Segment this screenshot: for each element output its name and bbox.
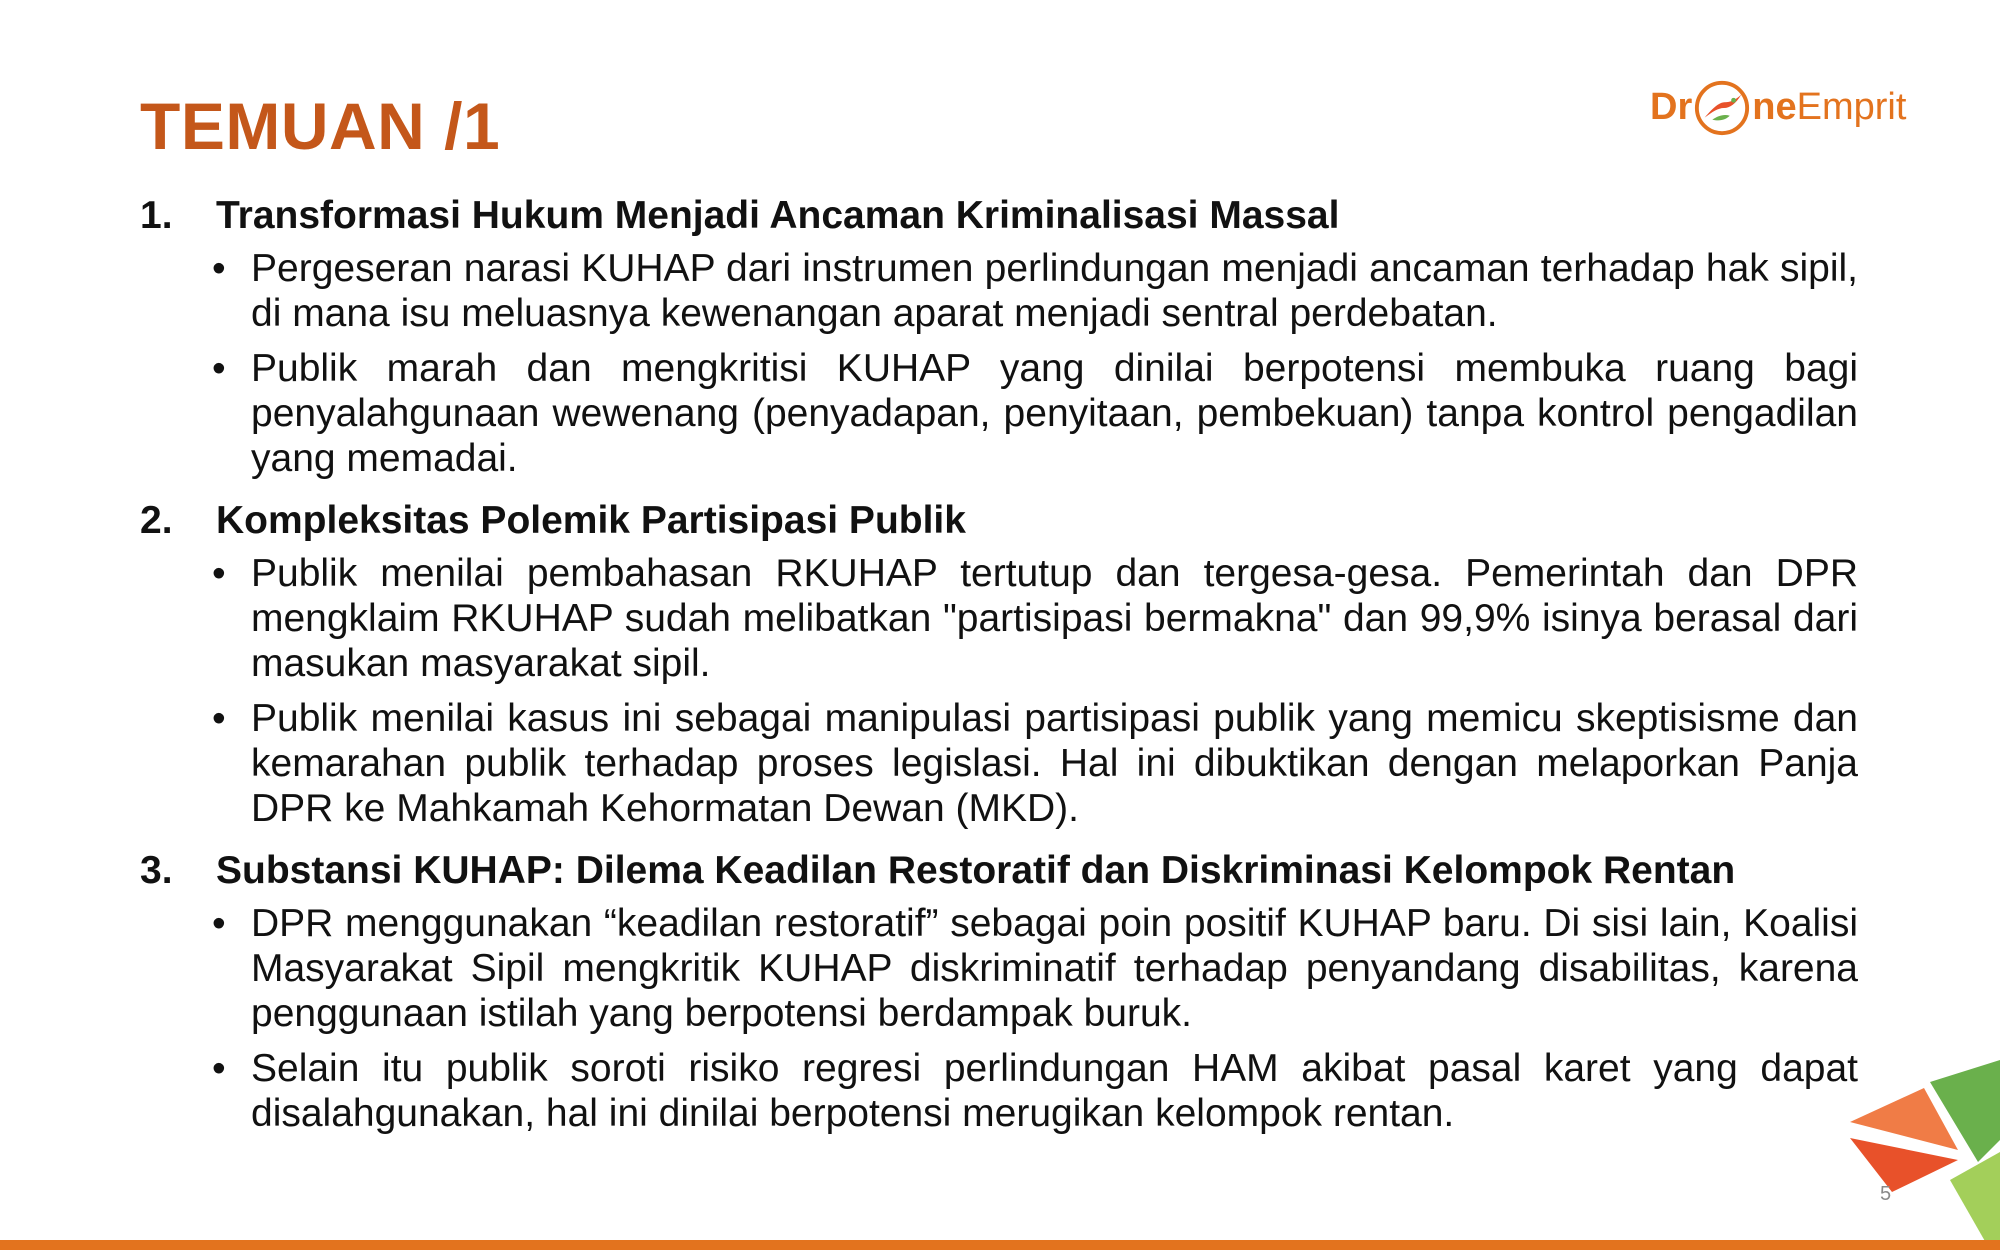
bullet-icon: • (212, 347, 226, 390)
section-title: Transformasi Hukum Menjadi Ancaman Kriminalisasi Massal (216, 194, 1340, 237)
logo-text-emprit: Emprit (1796, 86, 1907, 128)
section-heading (140, 497, 1860, 545)
drone-emprit-logo (1650, 70, 1920, 145)
bullet-list (140, 901, 1860, 1136)
bullet-item (212, 696, 1860, 831)
finding-section (140, 847, 1860, 1136)
bullet-text: DPR menggunakan “keadilan restoratif” sebagai poin positif KUHAP baru. Di sisi lain, Koalisi Masyarakat Sipil mengkritik KUHAP diskriminatif terhadap penyandang disabilitas, karena penggunaan istilah yang berpotensi berdampak buruk. (251, 902, 1858, 1035)
finding-section (140, 192, 1860, 481)
bullet-text: Publik menilai kasus ini sebagai manipulasi partisipasi publik yang memicu skeptisisme dan kemarahan publik terhadap proses legislasi. Hal ini dibuktikan dengan melaporkan Panja DPR ke Mahkamah Kehormatan Dewan (MKD). (251, 697, 1858, 830)
section-number: 2. (140, 499, 173, 542)
bullet-icon: • (212, 247, 226, 290)
bullet-text: Publik menilai pembahasan RKUHAP tertutup dan tergesa-gesa. Pemerintah dan DPR mengklaim RKUHAP sudah melibatkan "partisipasi bermakna" dan 99,9% isinya berasal dari masukan masyarakat sipil. (251, 552, 1858, 685)
bullet-list (140, 246, 1860, 481)
section-title: Substansi KUHAP: Dilema Keadilan Restoratif dan Diskriminasi Kelompok Rentan (216, 849, 1736, 892)
corner-decoration (1840, 1050, 2000, 1250)
section-heading (140, 192, 1860, 240)
page-number: 5 (1880, 1183, 1892, 1205)
bullet-icon: • (212, 697, 226, 740)
bullet-text: Pergeseran narasi KUHAP dari instrumen perlindungan menjadi ancaman terhadap hak sipil, di mana isu meluasnya kewenangan aparat menjadi sentral perdebatan. (251, 247, 1858, 335)
bullet-list (140, 551, 1860, 831)
logo-bird-icon (1693, 79, 1751, 137)
bullet-icon: • (212, 1047, 226, 1090)
section-title: Kompleksitas Polemik Partisipasi Publik (216, 499, 966, 542)
section-number: 1. (140, 194, 173, 237)
bullet-item (212, 346, 1860, 481)
logo-text-dr: Dr (1650, 86, 1693, 128)
bullet-item (212, 551, 1860, 686)
bullet-item (212, 246, 1860, 336)
bullet-icon: • (212, 552, 226, 595)
slide-title: TEMUAN /1 (140, 89, 501, 163)
findings-list (140, 192, 1860, 1152)
bullet-text: Publik marah dan mengkritisi KUHAP yang dinilai berpotensi membuka ruang bagi penyalahgunaan wewenang (penyadapan, penyitaan, pembekuan) tanpa kontrol pengadilan yang memadai. (251, 347, 1858, 480)
section-number: 3. (140, 849, 173, 892)
bottom-accent-bar (0, 1240, 2000, 1250)
bullet-text: Selain itu publik soroti risiko regresi perlindungan HAM akibat pasal karet yang dapat disalahgunakan, hal ini dinilai berpotensi merugikan kelompok rentan. (251, 1047, 1858, 1135)
bullet-item (212, 1046, 1860, 1136)
finding-section (140, 497, 1860, 831)
logo-text-ne: ne (1752, 86, 1797, 128)
bullet-item (212, 901, 1860, 1036)
bullet-icon: • (212, 902, 226, 945)
section-heading (140, 847, 1860, 895)
